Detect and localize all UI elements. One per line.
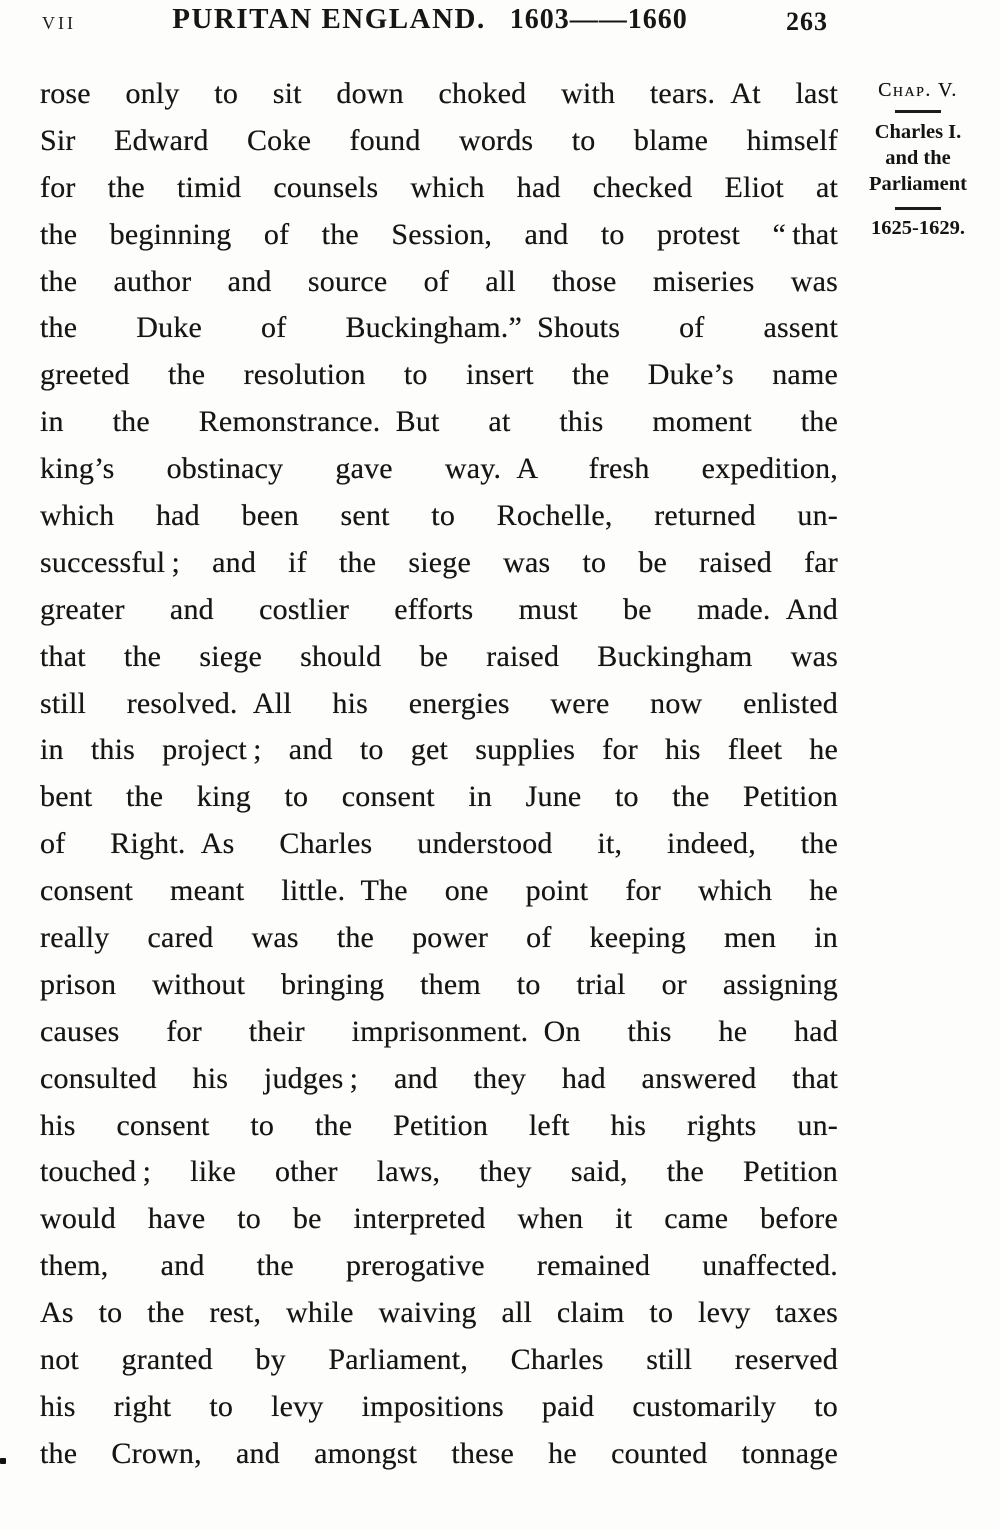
text-line: touched ; like other laws, they said, the Petition: [40, 1155, 838, 1189]
text-line: in this project ; and to get supplies for his fleet he: [40, 733, 838, 767]
text-line: which had been sent to Rochelle, returned un-: [40, 499, 838, 533]
margin-note-title-line: and the: [885, 147, 951, 169]
text-line: As to the rest, while waiving all claim to levy taxes: [40, 1296, 838, 1330]
page-number: 263: [786, 7, 828, 36]
text-line: his consent to the Petition left his rights un-: [40, 1108, 838, 1142]
text-line: successful ; and if the siege was to be raised far: [40, 545, 838, 579]
text-line: causes for their imprisonment. On this he had: [40, 1014, 838, 1048]
margin-note: [846, 79, 990, 240]
body-text-block: [40, 71, 838, 1478]
margin-note-title-line: Parliament: [869, 173, 967, 195]
text-line: his right to levy impositions paid customarily to: [40, 1389, 838, 1423]
text-line: greeted the resolution to insert the Duke’s name: [40, 358, 838, 392]
running-header-dates: 1603——1660: [509, 4, 688, 35]
text-line: not granted by Parliament, Charles still reserved: [40, 1343, 838, 1377]
text-line: them, and the prerogative remained unaffected.: [40, 1249, 838, 1283]
text-line: the Crown, and amongst these he counted tonnage: [40, 1436, 838, 1470]
text-line: bent the king to consent in June to the Petition: [40, 780, 838, 814]
text-line: in the Remonstrance. But at this moment the: [40, 405, 838, 439]
chapter-label: Chap. V.: [878, 79, 958, 101]
text-line: the Duke of Buckingham.” Shouts of assent: [40, 311, 838, 345]
text-line: king’s obstinacy gave way. A fresh expedition,: [40, 452, 838, 486]
text-line: would have to be interpreted when it came before: [40, 1202, 838, 1236]
text-line: prison without bringing them to trial or assigning: [40, 967, 838, 1001]
text-line: consent meant little. The one point for which he: [40, 874, 838, 908]
text-line: of Right. As Charles understood it, indeed, the: [40, 827, 838, 861]
folio-roman-numeral: VII: [42, 13, 76, 33]
margin-rule-top: [895, 110, 941, 113]
scan-edge-artifact: [0, 1458, 6, 1464]
text-line: really cared was the power of keeping men in: [40, 921, 838, 955]
margin-note-title-line: Charles I.: [874, 121, 962, 143]
text-line: greater and costlier efforts must be made. And: [40, 592, 838, 626]
text-line: consulted his judges ; and they had answered that: [40, 1061, 838, 1095]
text-line: still resolved. All his energies were now enlisted: [40, 686, 838, 720]
text-line: for the timid counsels which had checked Eliot at: [40, 170, 838, 204]
text-line: that the siege should be raised Buckingham was: [40, 639, 838, 673]
running-header-title: PURITAN ENGLAND.: [172, 3, 486, 35]
text-line: the author and source of all those miseries was: [40, 264, 838, 298]
text-line: rose only to sit down choked with tears. At last: [40, 77, 838, 110]
running-header: [150, 3, 710, 36]
text-line: the beginning of the Session, and to protest “ that: [40, 217, 838, 251]
margin-rule-bottom: [895, 207, 941, 210]
margin-note-dates: 1625-1629.: [871, 217, 965, 239]
text-line: Sir Edward Coke found words to blame himself: [40, 123, 838, 157]
